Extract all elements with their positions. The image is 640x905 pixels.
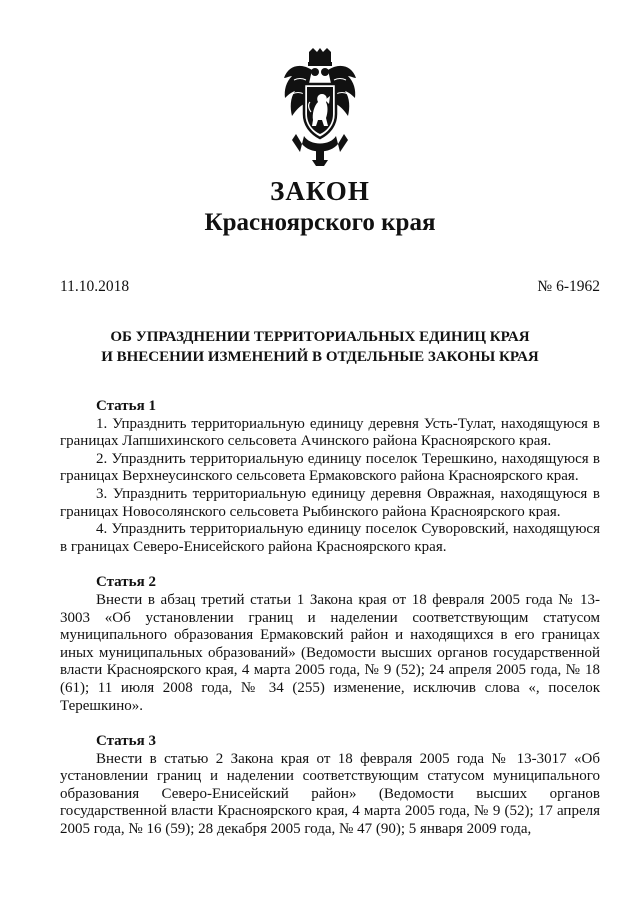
article-title: Статья 3	[96, 733, 156, 750]
document-title: ЗАКОН	[270, 176, 370, 206]
coat-of-arms-icon	[282, 48, 358, 166]
article-1	[60, 398, 600, 556]
law-heading-line-1: ОБ УПРАЗДНЕНИИ ТЕРРИТОРИАЛЬНЫХ ЕДИНИЦ КРАЯ	[110, 329, 530, 345]
document-date: 11.10.2018	[60, 278, 130, 295]
article-title: Статья 1	[96, 398, 156, 414]
document-subtitle: Красноярского края	[204, 209, 436, 236]
article-2	[60, 574, 600, 715]
article-paragraph: Внести в абзац третий статьи 1 Закона края от 18 февраля 2005 года № 13-3003 «Об установлении границ и наделении соответствующим статусом муниципального образования Ермаковский район и находящихся в его границах иных муниципальных образований» (Ведомости высших органов государственной власти Красноярского края, 4 марта 2005 года, № 9 (52); 24 апреля 2005 года, № 18 (61); 11 июля 2008 года, № 34 (255) изменение, исключив слова «, поселок Терешкино».	[60, 591, 600, 714]
law-heading-line-2: И ВНЕСЕНИИ ИЗМЕНЕНИЙ В ОТДЕЛЬНЫЕ ЗАКОНЫ КРАЯ	[101, 349, 539, 365]
article-3	[60, 733, 600, 839]
article-paragraph: 1. Упразднить территориальную единицу деревня Усть-Тулат, находящуюся в границах Лапшихинского сельсовета Ачинского района Красноярского края.	[60, 415, 600, 450]
document-number: № 6-1962	[537, 278, 600, 295]
article-paragraph: 2. Упразднить территориальную единицу поселок Терешкино, находящуюся в границах Верхнеусинского сельсовета Ермаковского района Красноярского края.	[60, 450, 600, 485]
article-title: Статья 2	[96, 574, 156, 591]
law-heading	[0, 327, 640, 367]
article-paragraph: 4. Упразднить территориальную единицу поселок Суворовский, находящуюся в границах Северо-Енисейского района Красноярского края.	[60, 521, 600, 555]
article-paragraph: Внести в статью 2 Закона края от 18 февраля 2005 года № 13-3017 «Об установлении границ и наделении соответствующим статусом муниципального образования Северо-Енисейский район» (Ведомости высших органов государственной власти Красноярского края, 4 марта 2005 года, № 9 (52); 17 апреля 2005 года, № 16 (59); 28 декабря 2005 года, № 47 (90); 5 января 2009 года,	[60, 750, 600, 838]
document-body	[60, 398, 600, 857]
article-paragraph: 3. Упразднить территориальную единицу деревня Овражная, находящуюся в границах Новосолянского сельсовета Рыбинского района Красноярского края.	[60, 485, 600, 520]
